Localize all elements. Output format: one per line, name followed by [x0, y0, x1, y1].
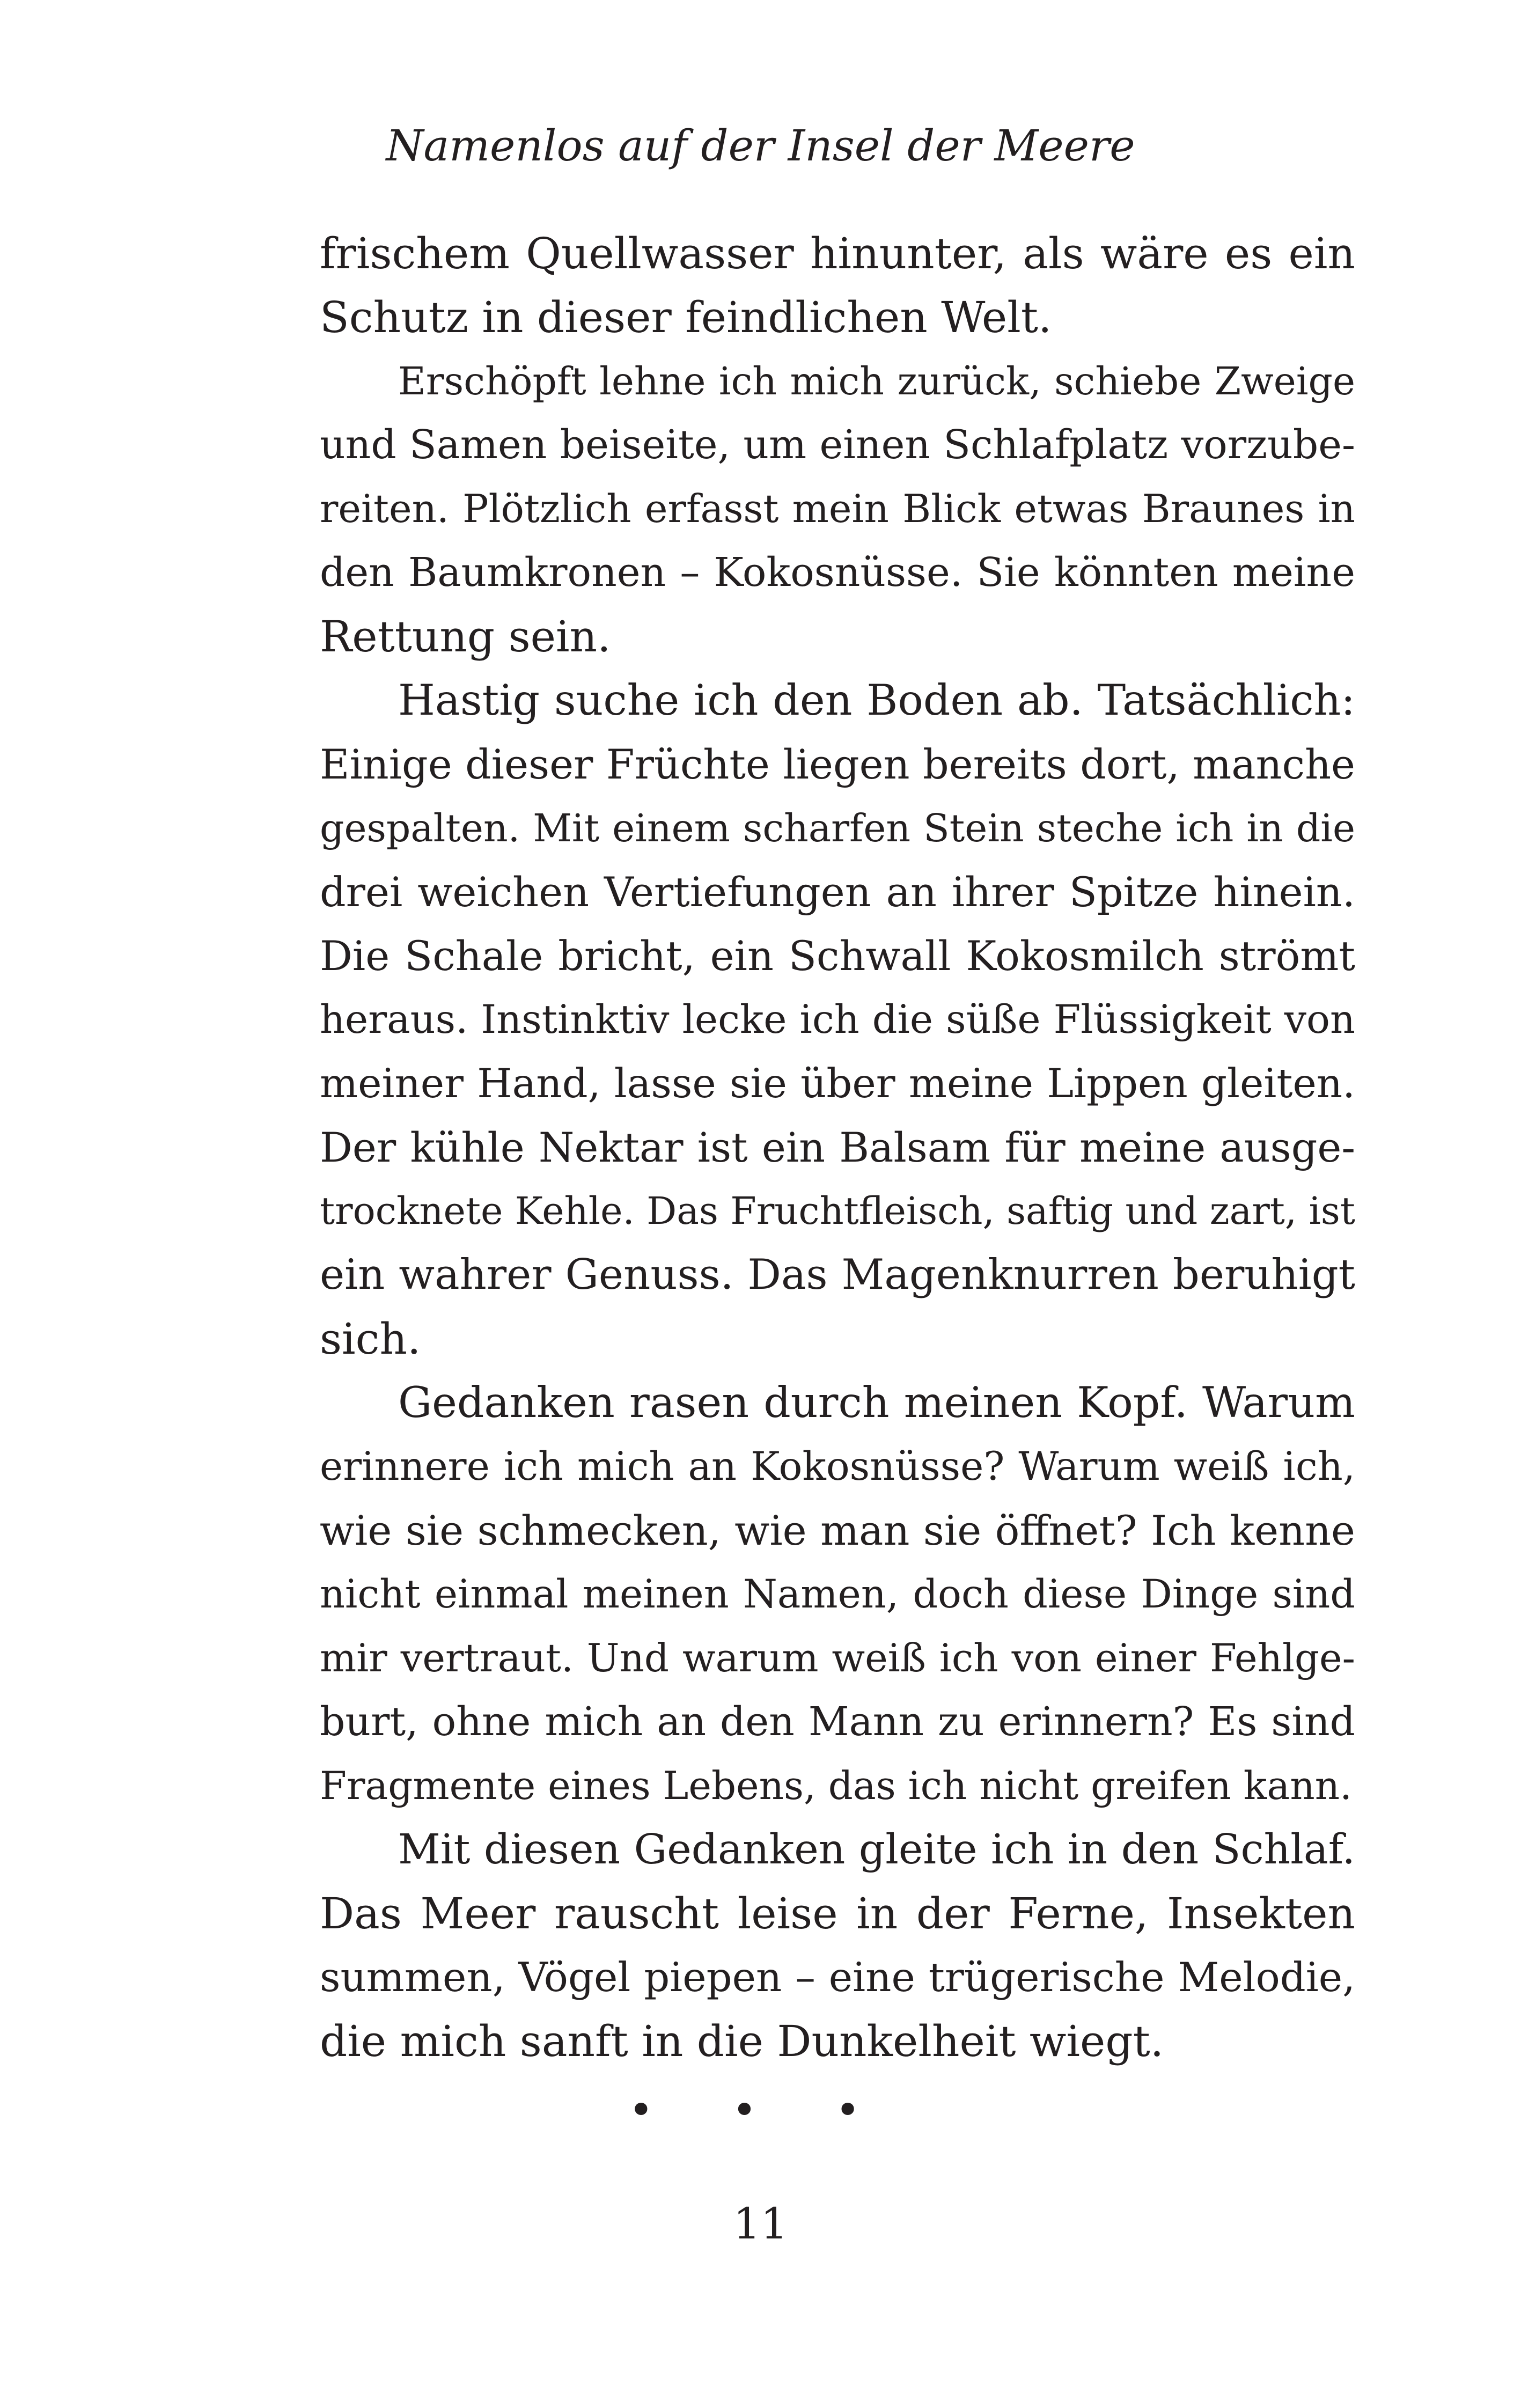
text-line: Mit diesen Gedanken gleite ich in den Schlaf. [398, 1826, 1355, 1874]
text-line: trocknete Kehle. Das Fruchtfleisch, saftig und zart, ist [320, 1189, 1355, 1233]
text-line: Erschöpft lehne ich mich zurück, schiebe Zweige [398, 359, 1355, 403]
text-line: Hastig suche ich den Boden ab. Tatsächlich: [398, 676, 1355, 725]
running-header: Namenlos auf der Insel der Meere [386, 121, 1135, 171]
text-line: erinnere ich mich an Kokosnüsse? Warum weiß ich, [320, 1444, 1355, 1489]
text-line: frischem Quellwasser hinunter, als wäre es ein [320, 229, 1355, 278]
text-line: sich. [320, 1314, 421, 1364]
text-line: summen, Vögel piepen – eine trügerische Melodie, [320, 1954, 1355, 2001]
text-line: Die Schale bricht, ein Schwall Kokosmilch strömt [320, 932, 1355, 980]
text-line: Rettung sein. [320, 612, 611, 662]
text-line: wie sie schmecken, wie man sie öffnet? Ich kenne [320, 1507, 1355, 1554]
text-line: Fragmente eines Lebens, das ich nicht greifen kann. [320, 1763, 1352, 1808]
text-line: drei weichen Vertiefungen an ihrer Spitze hinein. [320, 868, 1355, 916]
page-number: 11 [733, 2199, 788, 2249]
text-line: Schutz in dieser feindlichen Welt. [320, 292, 1052, 342]
text-line: und Samen beiseite, um einen Schlafplatz vorzube- [320, 422, 1355, 468]
section-break-dots: • • • [628, 2085, 893, 2135]
text-line: Der kühle Nektar ist ein Balsam für meine ausge- [320, 1124, 1355, 1171]
text-line: heraus. Instinktiv lecke ich die süße Flüssigkeit von [320, 997, 1355, 1043]
text-line: gespalten. Mit einem scharfen Stein steche ich in die [320, 806, 1355, 850]
text-line: die mich sanft in die Dunkelheit wiegt. [320, 2016, 1164, 2066]
text-line: Einige dieser Früchte liegen bereits dort, manche [320, 740, 1355, 788]
text-line: ein wahrer Genuss. Das Magenknurren beruhigt [320, 1251, 1355, 1299]
body-text [320, 222, 1355, 2073]
text-line: nicht einmal meinen Namen, doch diese Dinge sind [320, 1572, 1355, 1617]
text-line: Gedanken rasen durch meinen Kopf. Warum [398, 1378, 1355, 1427]
text-line: burt, ohne mich an den Mann zu erinnern? Es sind [320, 1699, 1355, 1745]
text-line: den Baumkronen – Kokosnüsse. Sie könnten meine [320, 549, 1355, 596]
text-line: Das Meer rauscht leise in der Ferne, Insekten [320, 1889, 1355, 1939]
text-line: meiner Hand, lasse sie über meine Lippen gleiten. [320, 1060, 1355, 1107]
text-line: mir vertraut. Und warum weiß ich von einer Fehlge- [320, 1635, 1355, 1680]
text-line: reiten. Plötzlich erfasst mein Blick etwas Braunes in [320, 486, 1355, 531]
